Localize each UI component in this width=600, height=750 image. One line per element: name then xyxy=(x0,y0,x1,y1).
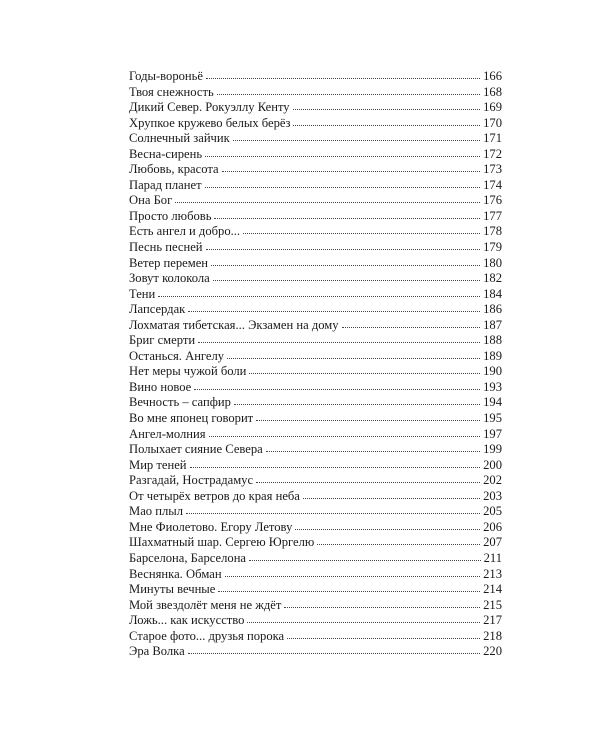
toc-entry-title: Мир теней xyxy=(129,457,187,472)
toc-entry xyxy=(129,427,502,443)
toc-entry xyxy=(129,504,502,520)
toc-entry-page-number: 215 xyxy=(483,597,502,612)
toc-entry-title: Просто любовь xyxy=(129,208,212,223)
toc-entry-title: Вино новое xyxy=(129,379,192,394)
dot-leader xyxy=(206,248,481,250)
toc-entry xyxy=(129,193,502,209)
toc-entry-page-number: 187 xyxy=(483,317,502,332)
dot-leader xyxy=(217,93,480,95)
toc-entry xyxy=(129,380,502,396)
toc-entry xyxy=(129,442,502,458)
toc-entry-title: Старое фото... друзья порока xyxy=(129,628,285,643)
dot-leader xyxy=(284,606,480,608)
dot-leader xyxy=(249,559,481,561)
toc-entry xyxy=(129,131,502,147)
toc-entry-title: Солнечный зайчик xyxy=(129,131,230,146)
toc-entry-page-number: 213 xyxy=(483,566,502,581)
toc-entry xyxy=(129,209,502,225)
toc-entry-page-number: 193 xyxy=(483,379,502,394)
toc-entry-page-number: 205 xyxy=(483,504,502,519)
dot-leader xyxy=(266,450,480,452)
toc-entry-title: Весна-сирень xyxy=(129,146,203,161)
toc-entry-title: Зовут колокола xyxy=(129,271,210,286)
toc-entry-title: Лохматая тибетская... Экзамен на дому xyxy=(129,317,339,332)
toc-entry-title: Ангел-молния xyxy=(129,426,206,441)
dot-leader xyxy=(186,512,480,514)
toc-entry-page-number: 166 xyxy=(483,69,502,83)
toc-entry-title: От четырёх ветров до края неба xyxy=(129,488,300,503)
toc-entry xyxy=(129,411,502,427)
dot-leader xyxy=(303,497,480,499)
toc-entry xyxy=(129,302,502,318)
dot-leader xyxy=(158,295,480,297)
dot-leader xyxy=(234,403,480,405)
toc-entry xyxy=(129,178,502,194)
toc-entry-title: Хрупкое кружево белых берёз xyxy=(129,115,291,130)
toc-entry xyxy=(129,598,502,614)
toc-entry-page-number: 200 xyxy=(483,457,502,472)
dot-leader xyxy=(213,279,480,281)
table-of-contents xyxy=(129,69,502,660)
toc-entry-page-number: 180 xyxy=(483,255,502,270)
dot-leader xyxy=(295,528,480,530)
toc-entry xyxy=(129,287,502,303)
dot-leader xyxy=(190,466,481,468)
toc-entry-title: Нет меры чужой боли xyxy=(129,364,247,379)
toc-entry-page-number: 170 xyxy=(483,115,502,130)
dot-leader xyxy=(256,481,480,483)
toc-entry-title: Останься. Ангелу xyxy=(129,348,225,363)
toc-entry-page-number: 206 xyxy=(483,519,502,534)
toc-entry xyxy=(129,349,502,365)
toc-entry-title: Она Бог xyxy=(129,193,173,208)
toc-entry-page-number: 176 xyxy=(483,193,502,208)
dot-leader xyxy=(194,388,480,390)
dot-leader xyxy=(249,372,480,374)
toc-entry-page-number: 207 xyxy=(483,535,502,550)
toc-entry-title: Тени xyxy=(129,286,156,301)
dot-leader xyxy=(287,637,480,639)
toc-entry-page-number: 179 xyxy=(483,240,502,255)
toc-entry-title: Годы-вороньё xyxy=(129,69,203,83)
dot-leader xyxy=(188,652,480,654)
dot-leader xyxy=(198,341,480,343)
dot-leader xyxy=(233,139,480,141)
toc-entry-title: Есть ангел и добро... xyxy=(129,224,241,239)
toc-entry-page-number: 182 xyxy=(483,271,502,286)
toc-entry-title: Минуты вечные xyxy=(129,582,216,597)
dot-leader xyxy=(175,201,480,203)
toc-entry xyxy=(129,224,502,240)
toc-entry xyxy=(129,535,502,551)
toc-entry xyxy=(129,333,502,349)
dot-leader xyxy=(243,232,480,234)
toc-entry-page-number: 197 xyxy=(483,426,502,441)
toc-entry-title: Вечность – сапфир xyxy=(129,395,231,410)
toc-entry xyxy=(129,85,502,101)
toc-entry-page-number: 211 xyxy=(483,550,502,565)
toc-entry xyxy=(129,520,502,536)
toc-entry-page-number: 194 xyxy=(483,395,502,410)
toc-entry-page-number: 214 xyxy=(483,582,502,597)
dot-leader xyxy=(205,155,480,157)
toc-entry xyxy=(129,162,502,178)
toc-entry-title: Веснянка. Обман xyxy=(129,566,222,581)
toc-entry-title: Мне Фиолетово. Егору Летову xyxy=(129,519,293,534)
toc-entry-page-number: 199 xyxy=(483,442,502,457)
dot-leader xyxy=(222,170,480,172)
dot-leader xyxy=(225,575,481,577)
toc-entry-page-number: 190 xyxy=(483,364,502,379)
toc-entry-page-number: 169 xyxy=(483,100,502,115)
dot-leader xyxy=(188,310,480,312)
toc-entry xyxy=(129,582,502,598)
dot-leader xyxy=(206,77,480,79)
toc-entry-page-number: 220 xyxy=(483,644,502,659)
toc-entry xyxy=(129,271,502,287)
toc-entry-page-number: 171 xyxy=(483,131,502,146)
toc-entry-title: Ложь... как искусство xyxy=(129,613,245,628)
dot-leader xyxy=(205,186,481,188)
toc-entry xyxy=(129,458,502,474)
toc-entry-title: Ветер перемен xyxy=(129,255,209,270)
dot-leader xyxy=(218,590,480,592)
toc-entry-title: Парад планет xyxy=(129,177,202,192)
toc-entry xyxy=(129,395,502,411)
toc-entry-title: Твоя снежность xyxy=(129,84,214,99)
toc-entry-title: Эра Волка xyxy=(129,644,185,659)
toc-entry xyxy=(129,629,502,645)
dot-leader xyxy=(247,621,480,623)
toc-entry-title: Бриг смерти xyxy=(129,333,196,348)
dot-leader xyxy=(211,264,480,266)
dot-leader xyxy=(227,357,480,359)
toc-entry xyxy=(129,473,502,489)
toc-entry-page-number: 173 xyxy=(483,162,502,177)
toc-entry-title: Шахматный шар. Сергею Юргелю xyxy=(129,535,315,550)
dot-leader xyxy=(214,217,480,219)
toc-entry xyxy=(129,364,502,380)
toc-entry-page-number: 189 xyxy=(483,348,502,363)
toc-entry-page-number: 203 xyxy=(483,488,502,503)
toc-entry-title: Мой звездолёт меня не ждёт xyxy=(129,597,282,612)
toc-entry-page-number: 217 xyxy=(483,613,502,628)
toc-entry-title: Песнь песней xyxy=(129,240,203,255)
toc-entry-title: Лапсердак xyxy=(129,302,186,317)
toc-entry xyxy=(129,116,502,132)
toc-entry-page-number: 195 xyxy=(483,411,502,426)
toc-entry-page-number: 188 xyxy=(483,333,502,348)
dot-leader xyxy=(209,435,481,437)
toc-entry-page-number: 168 xyxy=(483,84,502,99)
toc-entry-page-number: 184 xyxy=(483,286,502,301)
toc-entry xyxy=(129,256,502,272)
toc-entry-page-number: 177 xyxy=(483,208,502,223)
toc-entry xyxy=(129,240,502,256)
toc-entry xyxy=(129,100,502,116)
toc-entry xyxy=(129,644,502,660)
toc-entry-title: Разгадай, Нострадамус xyxy=(129,473,254,488)
dot-leader xyxy=(256,419,480,421)
toc-entry-page-number: 202 xyxy=(483,473,502,488)
dot-leader xyxy=(293,108,481,110)
toc-entry-page-number: 172 xyxy=(483,146,502,161)
toc-entry-title: Мао плыл xyxy=(129,504,184,519)
toc-entry-title: Барселона, Барселона xyxy=(129,550,247,565)
toc-entry xyxy=(129,567,502,583)
toc-entry xyxy=(129,489,502,505)
toc-entry-title: Любовь, красота xyxy=(129,162,219,177)
toc-entry xyxy=(129,318,502,334)
dot-leader xyxy=(317,543,480,545)
toc-entry xyxy=(129,69,502,85)
dot-leader xyxy=(342,326,481,328)
toc-entry-title: Полыхает сияние Севера xyxy=(129,442,263,457)
toc-entry-page-number: 218 xyxy=(483,628,502,643)
dot-leader xyxy=(293,124,480,126)
toc-entry-page-number: 178 xyxy=(483,224,502,239)
toc-entry xyxy=(129,147,502,163)
toc-entry xyxy=(129,551,502,567)
toc-entry-title: Во мне японец говорит xyxy=(129,411,254,426)
toc-entry-page-number: 186 xyxy=(483,302,502,317)
toc-entry xyxy=(129,613,502,629)
toc-entry-page-number: 174 xyxy=(483,177,502,192)
toc-entry-title: Дикий Север. Рокуэллу Кенту xyxy=(129,100,290,115)
